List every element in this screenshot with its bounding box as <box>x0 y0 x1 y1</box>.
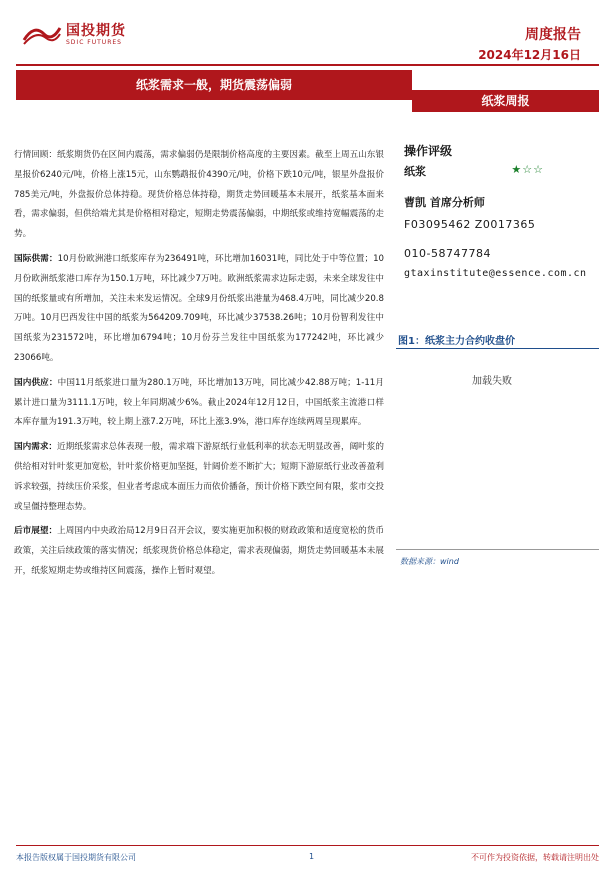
title-banner <box>16 70 599 112</box>
figure-bottom-divider <box>396 549 599 550</box>
paragraph-text: 近期纸浆需求总体表现一般，需求端下游原纸行业低利率的状态无明显改善，阔叶浆的供给相对针叶浆更加宽松，针叶浆价格更加坚挺，针阔价差不断扩大；短期下游原纸行业改善盈利诉求较强，持续压价采浆，但业者考虑成本面压力而依价播备，预计价格下跌空间有限，浆市交投或呈僵持整理态势。 <box>14 442 384 512</box>
paragraph-outlook <box>14 522 384 581</box>
report-body <box>14 146 384 587</box>
paragraph-text: 中国11月纸浆进口量为280.1万吨，环比增加13万吨，同比减少42.88万吨；1-11月累计进口量为3111.1万吨，较上年同期减少6%。截止2024年12月12日，中国纸浆主流港口样本库存量为191.3万吨，较上期上涨7.2万吨，环比上涨3.9%，港口库存连续两周呈现累库。 <box>14 377 384 428</box>
logo-en-text: SDIC FUTURES <box>66 39 122 46</box>
paragraph-text: 上周国内中央政治局12月9日召开会议，要实施更加积极的财政政策和适度宽松的货币政策，关注后续政策的落实情况；纸浆现货价格总体稳定，需求表现偏弱，期货走势回暖基本未展开，纸浆短期走势或维持区间震荡，操作上暂时观望。 <box>14 526 384 576</box>
paragraph-label: 国际供需： <box>14 253 58 264</box>
rating-title: 操作评级 <box>404 144 453 158</box>
rating-stars-icon: ★☆☆ <box>511 163 544 176</box>
product-name: 纸浆 <box>404 165 426 178</box>
figure-title: 图1：纸浆主力合约收盘价 <box>398 336 515 347</box>
footer-divider <box>16 845 599 846</box>
rating-row <box>404 163 544 179</box>
analyst-cert: F03095462 Z0017365 <box>404 218 536 231</box>
analyst-phone: 010-58747784 <box>404 247 491 260</box>
paragraph-label: 后市展望： <box>14 526 58 537</box>
page-number: 1 <box>309 852 315 861</box>
footer-copyright: 本报告版权属于国投期货有限公司 <box>16 853 136 862</box>
paragraph-market-review <box>14 146 384 245</box>
figure-placeholder: 加载失败 <box>472 376 512 387</box>
paragraph-domestic-supply <box>14 374 384 433</box>
report-title: 纸浆需求一般，期货震荡偏弱 <box>16 70 412 100</box>
footer-disclaimer: 不可作为投资依据，转载请注明出处 <box>471 853 599 862</box>
analyst-name: 曹凯 首席分析师 <box>404 196 485 209</box>
figure-source: 数据来源：wind <box>400 557 459 566</box>
section-label: 纸浆周报 <box>412 90 599 112</box>
report-type: 周度报告 <box>525 27 581 43</box>
paragraph-label: 国内需求： <box>14 442 58 453</box>
paragraph-domestic-demand <box>14 438 384 517</box>
paragraph-label: 国内供应： <box>14 377 58 388</box>
paragraph-text: 行情回顾：纸浆期货仍在区间内震荡，需求偏弱仍是限制价格高度的主要因素。截至上周五山东银星报价6240元/吨，价格上涨15元，山东鹦鹉报价4390元/吨，价格下跌10元/吨，银星外盘报价785美元/吨，外盘报价总体持稳。现货价格总体持稳，期货走势回暖基本未展开，纸浆基本面来看，需求偏弱，但供给端尤其是价格相对稳定，短期走势震荡偏弱，中期纸浆或维持宽幅震荡的走势。 <box>14 150 384 240</box>
analyst-email[interactable]: gtaxinstitute@essence.com.cn <box>404 268 587 279</box>
paragraph-text: 10月份欧洲港口纸浆库存为236491吨，环比增加16031吨，同比处于中等位置；10月份欧洲纸浆港口库存为150.1万吨，环比减少7万吨。欧洲纸浆需求边际走弱，未来全球发往中国的纸浆量或有所增加，关注未来发运情况。全球9月份纸浆出港量为468.4万吨，同比减少20.8万吨。10月巴西发往中国的纸浆为564209.709吨，环比减少37538.26吨；10月份智利发往中国纸浆为231572吨，环比增加6794吨；10月份芬兰发往中国纸浆为177242吨，环比减少23066吨。 <box>14 253 384 363</box>
sdic-logo-icon <box>22 22 62 48</box>
company-logo <box>22 22 126 48</box>
logo-cn-text: 国投期货 <box>66 23 126 39</box>
header-divider <box>16 64 599 66</box>
paragraph-international <box>14 250 384 369</box>
report-date: 2024年12月16日 <box>478 48 581 62</box>
figure-divider <box>396 348 599 349</box>
